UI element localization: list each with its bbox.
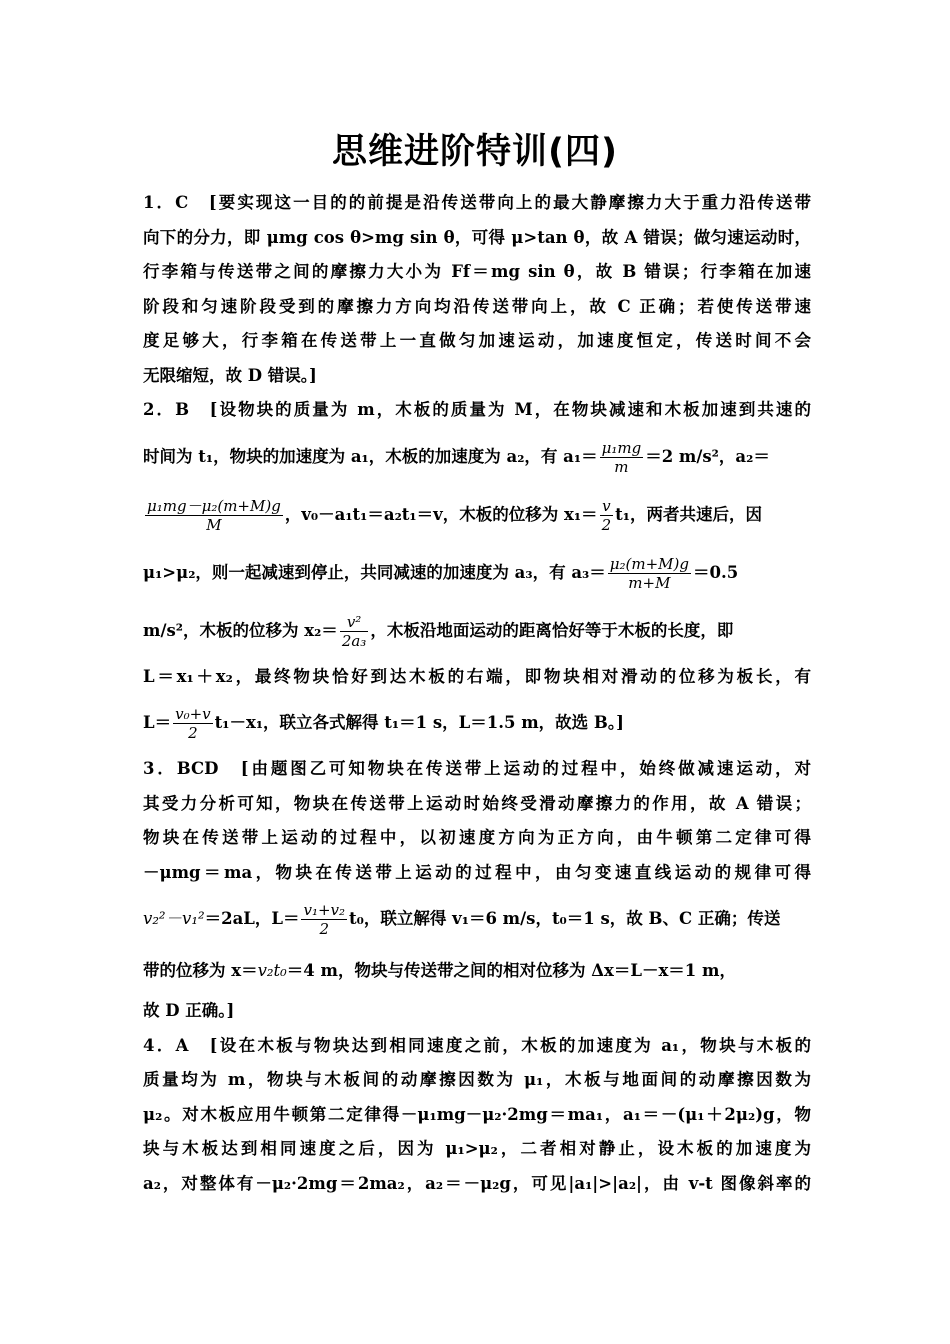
q2-line: L＝x₁＋x₂，最终物块恰好到达木板的右端，即物块相对滑动的位移为板长，有 bbox=[143, 666, 811, 686]
fraction-a2 bbox=[145, 497, 283, 534]
q3-line bbox=[143, 890, 811, 948]
fraction-numerator: μ₂(m+M)g bbox=[609, 554, 689, 573]
q3-line: 3．BCD [由题图乙可知物块在传送带上运动的过程中，始终做减速运动，对 bbox=[143, 759, 811, 778]
q2-line: 2．B [设物块的质量为 m，木板的质量为 M，在物块减速和木板加速到共速的 bbox=[143, 400, 811, 419]
fraction-numerator: v₀+v bbox=[175, 705, 211, 723]
answer-q1 bbox=[143, 186, 811, 393]
q4-line: 质量均为 m，物块与木板间的动摩擦因数为 μ₁，木板与地面间的动摩擦因数为 bbox=[143, 1070, 811, 1089]
q2-text: μ₁>μ₂，则一起减速到停止，共同减速的加速度为 a₃，有 a₃＝ bbox=[143, 562, 606, 582]
q2-text: t₁，两者共速后，因 bbox=[615, 504, 762, 524]
q3-line bbox=[143, 948, 811, 994]
q1-line: 行李箱与传送带之间的摩擦力大小为 Ff＝mg sin θ，故 B 错误；行李箱在加速 bbox=[143, 262, 811, 281]
q3-line: 其受力分析可知，物块在传送带上运动时始终受滑动摩擦力的作用，故 A 错误； bbox=[143, 793, 811, 813]
q4-line: 4．A [设在木板与物块达到相同速度之前，木板的加速度为 a₁，物块与木板的 bbox=[143, 1035, 811, 1055]
q3-text: 带的位移为 x＝ bbox=[143, 961, 258, 980]
q1-line: 阶段和匀速阶段受到的摩擦力方向均沿传送带向上，故 C 正确；若使传送带速 bbox=[143, 296, 811, 316]
fraction-numerator: μ₁mg－μ₂(m+M)g bbox=[147, 496, 281, 515]
q1-line: 1．C [要实现这一目的的前提是沿传送带向上的最大静摩擦力大于重力沿传送带 bbox=[143, 193, 811, 212]
answer-q3 bbox=[143, 752, 811, 1029]
q2-text: t₁－x₁，联立各式解得 t₁＝1 s，L＝1.5 m，故选 B。] bbox=[214, 713, 624, 732]
q2-text: ＝2 m/s²，a₂＝ bbox=[645, 446, 770, 466]
fraction-numerator: v² bbox=[340, 613, 369, 632]
fraction-denominator: m+M bbox=[628, 573, 671, 592]
q3-line: 故 D 正确。] bbox=[143, 1001, 235, 1020]
q3-line: 物块在传送带上运动的过程中，以初速度方向为正方向，由牛顿第二定律可得 bbox=[143, 828, 811, 847]
q1-line: 度足够大，行李箱在传送带上一直做匀加速运动，加速度恒定，传送时间不会 bbox=[143, 331, 811, 350]
answer-q2 bbox=[143, 393, 811, 752]
q3-text: t₀，联立解得 v₁＝6 m/s，t₀＝1 s，故 B、C 正确；传送 bbox=[349, 909, 781, 928]
q4-line: μ₂。对木板应用牛顿第二定律得－μ₁mg－μ₂·2mg＝ma₁，a₁＝－(μ₁＋2μ₂)g，物 bbox=[143, 1104, 811, 1124]
q2-line bbox=[143, 428, 811, 486]
q2-text: L＝ bbox=[143, 713, 172, 732]
q3-text: ＝4 m，物块与传送带之间的相对位移为 Δx＝L－x＝1 m， bbox=[286, 961, 736, 980]
fraction-denominator: 2 bbox=[601, 515, 612, 534]
q2-line bbox=[143, 544, 811, 602]
fraction-x2 bbox=[340, 613, 369, 650]
q3-text: ＝2aL，L＝ bbox=[204, 909, 300, 928]
q2-text: m/s²，木板的位移为 x₂＝ bbox=[143, 620, 338, 640]
fraction-numerator: v₁+v₂ bbox=[303, 901, 346, 919]
q3-formula: v₂t₀ bbox=[257, 961, 287, 980]
q2-text: 时间为 t₁，物块的加速度为 a₁，木板的加速度为 a₂，有 a₁＝ bbox=[143, 446, 598, 466]
fraction-a1 bbox=[600, 439, 644, 476]
q4-line: a₂，对整体有－μ₂·2mg＝2ma₂，a₂＝－μ₂g，可见|a₁|>|a₂|，由 v-t 图像斜率的 bbox=[143, 1173, 811, 1193]
q2-line bbox=[143, 486, 811, 544]
page-title: 思维进阶特训(四) bbox=[332, 132, 618, 172]
fraction-x1 bbox=[600, 497, 614, 534]
q3-formula: v₂²－v₁² bbox=[143, 909, 205, 928]
q2-text: ，木板沿地面运动的距离恰好等于木板的长度，即 bbox=[370, 620, 734, 640]
q2-text: ＝0.5 bbox=[692, 562, 739, 582]
fraction-numerator: v bbox=[600, 497, 614, 516]
fraction-numerator: μ₁mg bbox=[601, 438, 642, 457]
q3-line: －μmg＝ma，物块在传送带上运动的过程中，由匀变速直线运动的规律可得 bbox=[143, 862, 811, 882]
fraction-L bbox=[301, 901, 347, 938]
fraction-L bbox=[173, 705, 213, 742]
fraction-denominator: M bbox=[206, 515, 222, 534]
q2-line bbox=[143, 694, 811, 752]
fraction-denominator: 2a₃ bbox=[341, 631, 367, 650]
q4-line: 块与木板达到相同速度之后，因为 μ₁>μ₂，二者相对静止，设木板的加速度为 bbox=[143, 1139, 811, 1158]
answer-content bbox=[143, 186, 811, 1201]
fraction-denominator: m bbox=[614, 457, 629, 476]
q2-line bbox=[143, 602, 811, 660]
answer-q4 bbox=[143, 1029, 811, 1202]
q1-line: 无限缩短，故 D 错误。] bbox=[143, 365, 317, 385]
q2-text: ，v₀－a₁t₁＝a₂t₁＝v，木板的位移为 x₁＝ bbox=[284, 504, 598, 524]
fraction-denominator: 2 bbox=[188, 724, 198, 742]
fraction-denominator: 2 bbox=[319, 920, 330, 938]
fraction-a3 bbox=[608, 555, 691, 592]
q1-line: 向下的分力，即 μmg cos θ>mg sin θ，可得 μ>tan θ，故 A 错误；做匀速运动时， bbox=[143, 227, 811, 247]
